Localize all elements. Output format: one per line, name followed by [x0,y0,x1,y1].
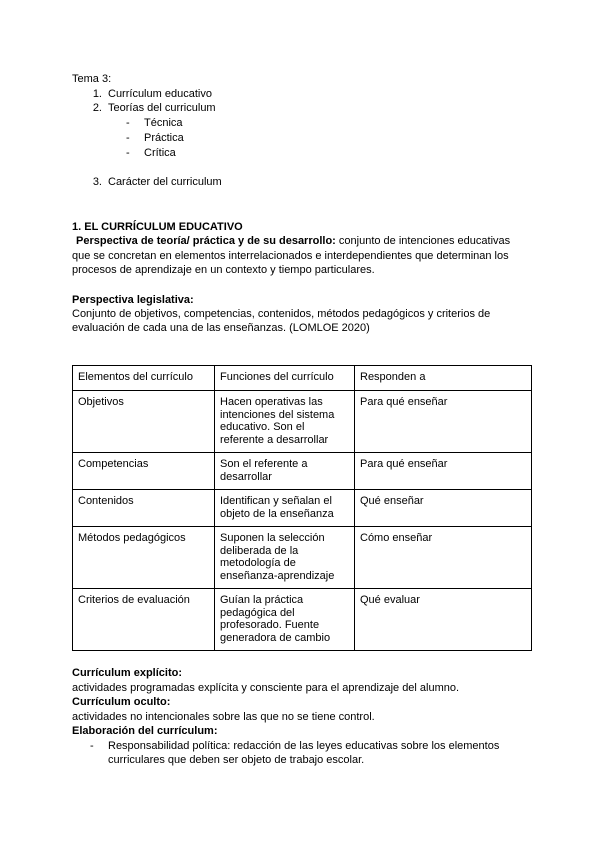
outline-number: 2. [92,102,102,114]
table-cell-elemento: Criterios de evaluación [73,589,215,651]
table-row [73,589,532,651]
teoria-paragraph-line-1 [72,234,510,248]
table-cell-funcion: Suponen la selección deliberada de la metodología de enseñanza-aprendizaje [215,527,355,589]
table-cell-responde: Para qué enseñar [355,391,532,453]
outline-label: Currículum educativo [108,88,212,100]
table-header-cell: Elementos del currículo [73,366,215,391]
dash-bullet: - [126,147,130,159]
legislativa-text-line-1: Conjunto de objetivos, competencias, contenidos, métodos pedagógicos y criterios de [72,308,491,320]
table-cell-responde: Qué enseñar [355,490,532,527]
teoria-paragraph-line-2: que se concretan en elementos interrelacionados e interdependientes que determinan los [72,250,509,262]
legislativa-label: Perspectiva legislativa: [72,294,194,306]
outline-number: 3. [92,176,102,188]
table-row [73,453,532,490]
table-cell-funcion: Hacen operativas las intenciones del sistema educativo. Son el referente a desarrollar [215,391,355,453]
table-row [73,527,532,589]
subitem-label: Crítica [144,147,176,159]
explicito-label: Currículum explícito: [72,667,183,679]
table-cell-responde: Qué evaluar [355,589,532,651]
oculto-text: actividades no intencionales sobre las que no se tiene control. [72,711,375,723]
table-cell-funcion: Son el referente a desarrollar [215,453,355,490]
subitem-label: Práctica [144,132,184,144]
table-cell-responde: Para qué enseñar [355,453,532,490]
explicito-text: actividades programadas explícita y consciente para el aprendizaje del alumno. [72,682,460,694]
table-header-cell: Funciones del currículo [215,366,355,391]
table-cell-elemento: Contenidos [73,490,215,527]
table-cell-responde: Cómo enseñar [355,527,532,589]
teoria-paragraph-line-3: procesos de aprendizaje en un contexto y tiempo particulares. [72,264,375,276]
bullet-text-line-2: curriculares que deben ser objeto de trabajo escolar. [108,754,365,766]
bullet-text-line-1: Responsabilidad política: redacción de las leyes educativas sobre los elementos [108,740,500,752]
table-cell-elemento: Competencias [73,453,215,490]
elaboracion-label: Elaboración del currículum: [72,725,218,737]
table-row [73,391,532,453]
tema-label: Tema 3: [72,73,112,85]
dash-bullet: - [126,117,130,129]
teoria-label: Perspectiva de teoría/ práctica y de su desarrollo: [76,235,336,247]
table-cell-elemento: Objetivos [73,391,215,453]
legislativa-text-line-2: evaluación de cada una de las enseñanzas. (LOMLOE 2020) [72,322,370,334]
table-cell-elemento: Métodos pedagógicos [73,527,215,589]
outline-number: 1. [92,88,102,100]
table-row [73,490,532,527]
section-heading: 1. EL CURRÍCULUM EDUCATIVO [72,221,243,233]
table-header-cell: Responden a [355,366,532,391]
outline-label: Carácter del curriculum [108,176,222,188]
oculto-label: Currículum oculto: [72,696,171,708]
dash-bullet: - [126,132,130,144]
subitem-label: Técnica [144,117,183,129]
curriculum-table [72,365,532,651]
outline-label: Teorías del curriculum [108,102,216,114]
teoria-text: conjunto de intenciones educativas [335,235,511,247]
table-cell-funcion: Guían la práctica pedagógica del profesorado. Fuente generadora de cambio [215,589,355,651]
dash-bullet: - [90,740,94,752]
table-cell-funcion: Identifican y señalan el objeto de la enseñanza [215,490,355,527]
table-header-row [73,366,532,391]
